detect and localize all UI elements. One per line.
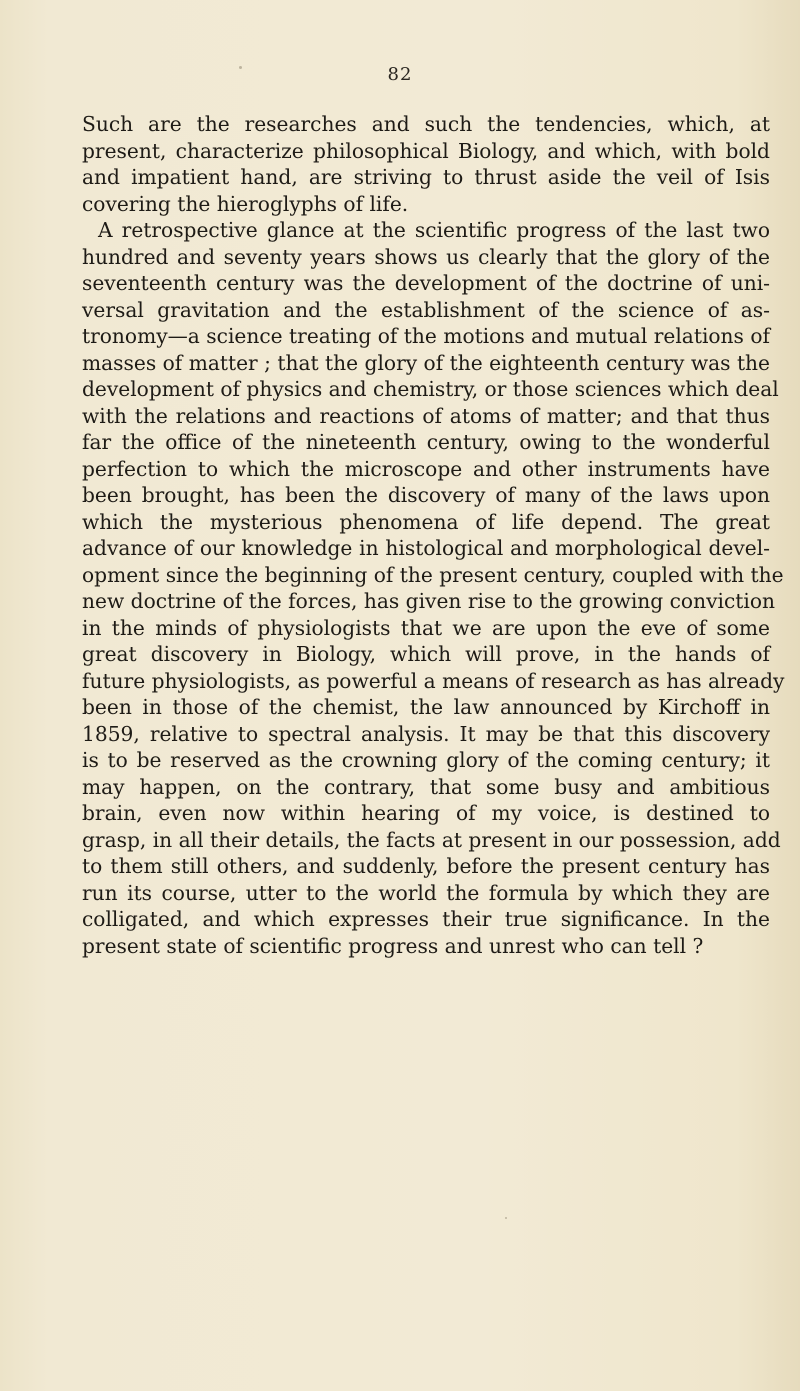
text-line: been brought, has been the discovery of many of the laws upon xyxy=(82,483,770,507)
text-line: tronomy—a science treating of the motions and mutual relations of xyxy=(82,324,770,348)
text-line: opment since the beginning of the present century, coupled with the xyxy=(82,562,784,587)
paper-speck xyxy=(239,66,242,69)
text-line: grasp, in all their details, the facts at present in our possession, add xyxy=(82,827,781,852)
text-line: colligated, and which expresses their true significance. In the xyxy=(82,907,770,931)
text-line: run its course, utter to the world the formula by which they are xyxy=(82,880,770,905)
text-line: may happen, on the contrary, that some busy and ambitious xyxy=(82,774,770,799)
text-line: A retrospective glance at the scientific progress of the last two xyxy=(98,218,770,242)
paragraph-1 xyxy=(82,111,770,217)
text-line: masses of matter ; that the glory of the eighteenth century was the xyxy=(82,350,770,375)
text-line: present state of scientific progress and unrest who can tell ? xyxy=(82,933,704,958)
text-line: hundred and seventy years shows us clearly that the glory of the xyxy=(82,244,770,269)
text-line: to them still others, and suddenly, before the present century has xyxy=(82,854,770,878)
paper-speck xyxy=(505,1217,507,1219)
text-line: new doctrine of the forces, has given rise to the growing conviction xyxy=(82,589,775,613)
page-number: 82 xyxy=(387,64,413,85)
text-line: great discovery in Biology, which will prove, in the hands of xyxy=(82,642,770,666)
text-line: covering the hieroglyphs of life. xyxy=(82,191,409,216)
text-line: is to be reserved as the crowning glory of the coming century; it xyxy=(82,748,770,772)
text-line: brain, even now within hearing of my voice, is destined to xyxy=(82,801,770,825)
text-line: development of physics and chemistry, or those sciences which deal xyxy=(82,377,779,401)
body-text xyxy=(82,111,785,959)
paragraph-2 xyxy=(82,217,785,959)
text-line: versal gravitation and the establishment of the science of as- xyxy=(82,297,770,322)
text-line: seventeenth century was the development of the doctrine of uni- xyxy=(82,271,770,295)
text-line: been in those of the chemist, the law announced by Kirchoff in xyxy=(82,695,770,719)
text-line: 1859, relative to spectral analysis. It may be that this discovery xyxy=(82,721,770,746)
text-line: advance of our knowledge in histological and morphological devel- xyxy=(82,536,770,560)
text-line: future physiologists, as powerful a means of research as has already xyxy=(82,668,785,693)
text-line: in the minds of physiologists that we are upon the eve of some xyxy=(82,615,770,640)
text-line: with the relations and reactions of atoms of matter; and that thus xyxy=(82,403,770,428)
text-line: which the mysterious phenomena of life depend. The great xyxy=(82,509,770,534)
text-line: present, characterize philosophical Biology, and which, with bold xyxy=(82,138,770,163)
text-line: perfection to which the microscope and other instruments have xyxy=(82,456,770,481)
text-line: far the office of the nineteenth century, owing to the wonderful xyxy=(82,430,770,454)
text-line: Such are the researches and such the tendencies, which, at xyxy=(82,112,770,136)
text-line: and impatient hand, are striving to thrust aside the veil of Isis xyxy=(82,165,770,189)
